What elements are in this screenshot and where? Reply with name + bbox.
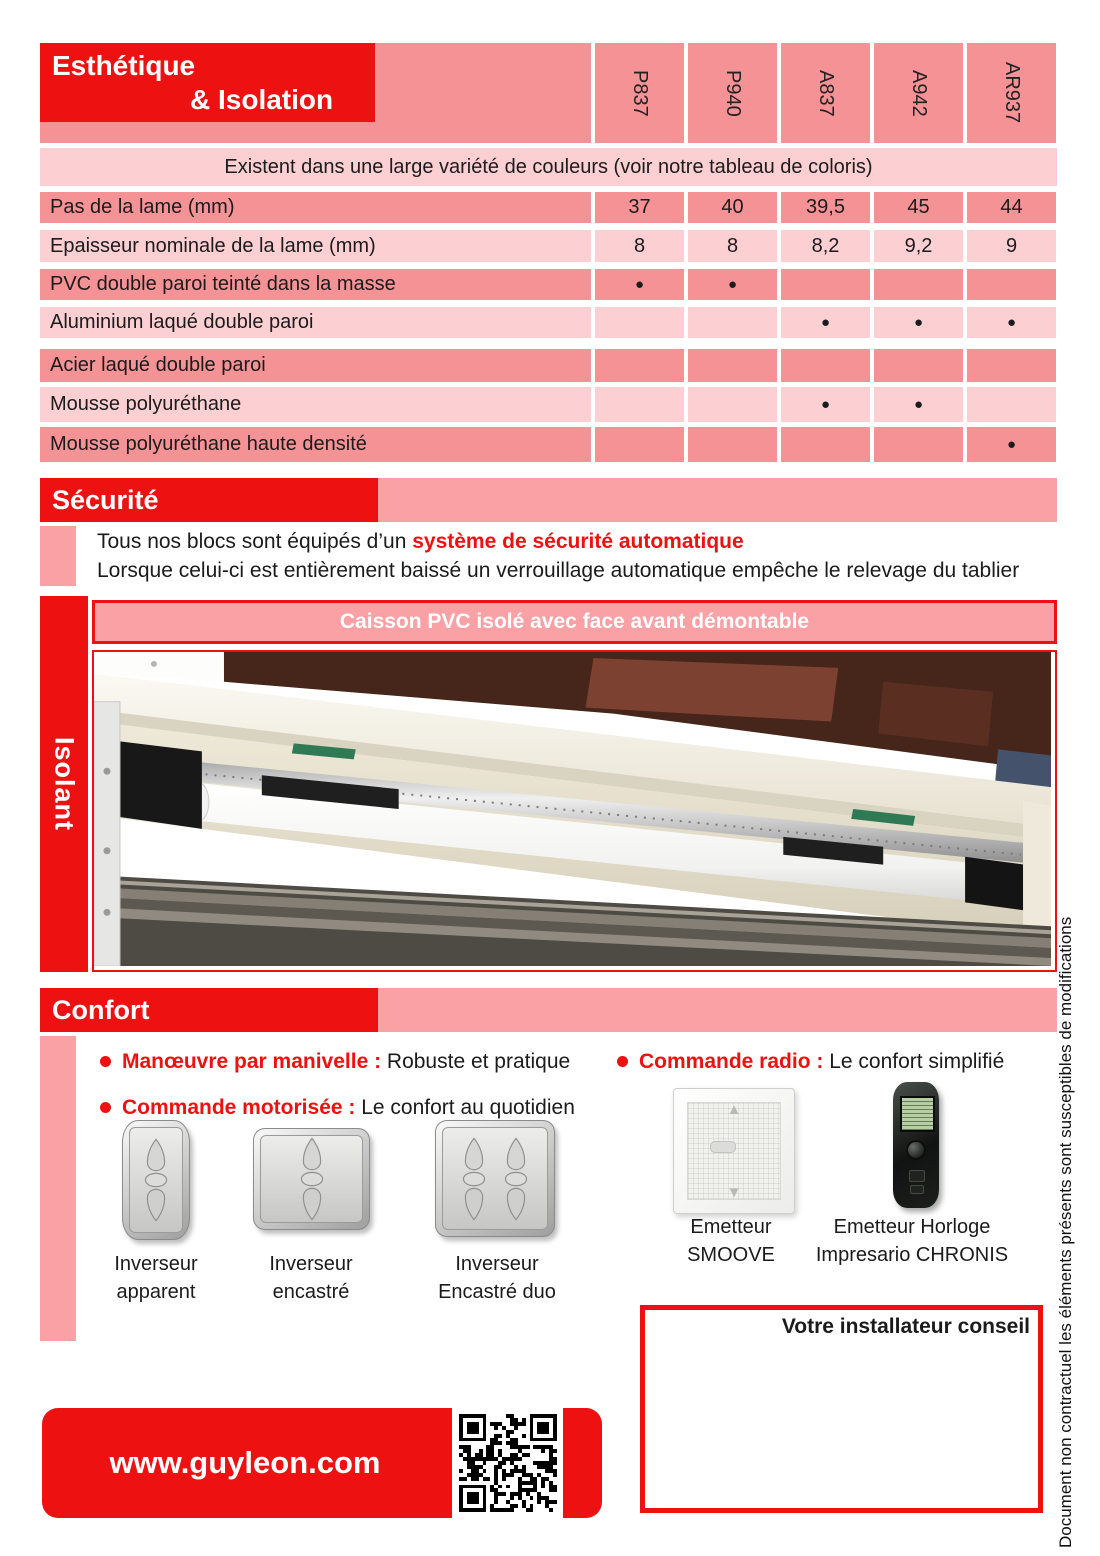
- confort-side-accent: [40, 1036, 76, 1341]
- chronis-button: [909, 1170, 925, 1182]
- row-cell: [874, 269, 963, 300]
- securite-header-extension: [378, 478, 1057, 522]
- emetteur-smoove-device: [673, 1088, 795, 1214]
- securite-side-accent: [40, 526, 76, 586]
- row-cell: ●: [874, 307, 963, 338]
- table-row: [40, 349, 1057, 382]
- bullet-motorisee-text: Le confort au quotidien: [355, 1096, 575, 1119]
- bullet-motorisee: [122, 1094, 575, 1122]
- isolant-side-banner: [40, 596, 88, 972]
- row-cell: ●: [781, 307, 870, 338]
- row-label: Aluminium laqué double paroi: [40, 307, 591, 338]
- switch-inverseur-apparent: [122, 1120, 190, 1240]
- confort-header-extension: [378, 988, 1057, 1032]
- row-cell: 9: [967, 230, 1056, 262]
- securite-header: [40, 478, 378, 522]
- row-cell: [595, 349, 684, 382]
- row-cell: [967, 387, 1056, 422]
- label-inverseur-apparent: [96, 1250, 216, 1306]
- bullet-radio-highlight: Commande radio :: [639, 1050, 824, 1073]
- page-title-line2: & Isolation: [190, 84, 334, 115]
- row-cell: [688, 387, 777, 422]
- row-cell: 9,2: [874, 230, 963, 262]
- caisson-photo-illustration: [94, 652, 1051, 966]
- table-row: [40, 307, 1057, 338]
- label-line: encastré: [272, 1281, 350, 1303]
- row-cell: 39,5: [781, 192, 870, 223]
- label-line: Encastré duo: [438, 1281, 556, 1303]
- table-row: [40, 427, 1057, 462]
- arrow-down-icon: ▼: [726, 1184, 742, 1201]
- isolant-title: Isolant: [49, 736, 80, 831]
- arrow-up-icon: ▲: [726, 1101, 742, 1118]
- confort-header: [40, 988, 378, 1032]
- row-cell: [595, 307, 684, 338]
- label-line: apparent: [116, 1281, 196, 1303]
- column-header-p837: P837: [595, 43, 684, 143]
- table-row: [40, 230, 1057, 262]
- securite-text-line2: Lorsque celui-ci est entièrement baissé un verrouillage automatique empêche le relevage du tablier: [97, 559, 1020, 582]
- column-header-p940: P940: [688, 43, 777, 143]
- page-title-line1: Esthétique: [52, 50, 196, 81]
- bullet-icon: [100, 1102, 111, 1113]
- row-cell: 8: [688, 230, 777, 262]
- table-row: [40, 192, 1057, 223]
- label-emetteur-chronis: [812, 1213, 1012, 1269]
- row-label: Mousse polyuréthane haute densité: [40, 427, 591, 462]
- row-cell: [874, 427, 963, 462]
- legal-side-note: Document non contractuel les éléments présents sont susceptibles de modifications: [1056, 916, 1075, 1548]
- installer-box-label: Votre installateur conseil: [781, 1315, 1030, 1338]
- row-cell: ●: [781, 387, 870, 422]
- row-cell: [874, 349, 963, 382]
- row-cell: [781, 349, 870, 382]
- row-label: Acier laqué double paroi: [40, 349, 591, 382]
- website-url[interactable]: www.guyleon.com: [109, 1445, 381, 1480]
- bullet-radio-text: Le confort simplifié: [823, 1050, 1005, 1073]
- caisson-photo: [92, 650, 1057, 972]
- row-cell: [688, 349, 777, 382]
- label-inverseur-encastre: [251, 1250, 371, 1306]
- bullet-radio: [639, 1048, 1004, 1076]
- bullet-icon: [617, 1056, 628, 1067]
- row-cell: [967, 349, 1056, 382]
- confort-title: Confort: [52, 994, 150, 1025]
- securite-title: Sécurité: [52, 484, 159, 515]
- table-row: [40, 387, 1057, 422]
- bullet-icon: [100, 1056, 111, 1067]
- chronis-screen: [900, 1096, 935, 1132]
- row-label: Epaisseur nominale de la lame (mm): [40, 230, 591, 262]
- row-cell: 45: [874, 192, 963, 223]
- row-cell: [781, 269, 870, 300]
- row-label: Pas de la lame (mm): [40, 192, 591, 223]
- installer-box: [640, 1305, 1043, 1513]
- label-line: Inverseur: [455, 1253, 539, 1275]
- color-banner-row: Existent dans une large variété de couleurs (voir notre tableau de coloris): [40, 148, 1057, 186]
- label-line: Inverseur: [269, 1253, 353, 1275]
- label-emetteur-smoove: [671, 1213, 791, 1269]
- bullet-motorisee-highlight: Commande motorisée :: [122, 1096, 356, 1119]
- bullet-manivelle-highlight: Manœuvre par manivelle :: [122, 1050, 382, 1073]
- row-cell: [595, 387, 684, 422]
- row-cell: [688, 307, 777, 338]
- row-cell: ●: [874, 387, 963, 422]
- label-line: Impresario CHRONIS: [815, 1244, 1009, 1266]
- page-title: [40, 43, 375, 122]
- row-cell: 44: [967, 192, 1056, 223]
- row-cell: [688, 427, 777, 462]
- table-row: [40, 269, 1057, 300]
- row-cell: ●: [688, 269, 777, 300]
- row-cell: [595, 427, 684, 462]
- row-label: PVC double paroi teinté dans la masse: [40, 269, 591, 300]
- row-label: Mousse polyuréthane: [40, 387, 591, 422]
- column-header-ar937: AR937: [967, 43, 1056, 143]
- caisson-caption: Caisson PVC isolé avec face avant démontable: [92, 600, 1057, 644]
- chronis-button: [910, 1185, 924, 1194]
- label-inverseur-encastre-duo: [430, 1250, 564, 1306]
- securite-text-prefix: Tous nos blocs sont équipés d’un: [97, 530, 413, 553]
- row-cell: ●: [967, 307, 1056, 338]
- row-cell: 37: [595, 192, 684, 223]
- emetteur-chronis-device: [893, 1082, 939, 1208]
- label-line: Emetteur Horloge: [833, 1216, 991, 1238]
- row-cell: 40: [688, 192, 777, 223]
- column-header-a942: A942: [874, 43, 963, 143]
- column-header-a837: A837: [781, 43, 870, 143]
- chronis-dial: [906, 1140, 926, 1160]
- row-cell: ●: [595, 269, 684, 300]
- securite-text-highlight: système de sécurité automatique: [412, 530, 744, 553]
- label-line: SMOOVE: [687, 1244, 775, 1266]
- bullet-manivelle: [122, 1048, 570, 1076]
- bullet-manivelle-text: Robuste et pratique: [381, 1050, 571, 1073]
- label-line: Inverseur: [114, 1253, 198, 1275]
- row-cell: 8: [595, 230, 684, 262]
- qr-code: [459, 1414, 557, 1512]
- row-cell: [967, 269, 1056, 300]
- row-cell: [781, 427, 870, 462]
- row-cell: ●: [967, 427, 1056, 462]
- row-cell: 8,2: [781, 230, 870, 262]
- securite-text-line1: [97, 528, 744, 556]
- my-button: [710, 1141, 736, 1153]
- switch-inverseur-encastre: [253, 1128, 370, 1230]
- qr-code-background: [452, 1408, 563, 1518]
- spec-table: [40, 43, 1057, 462]
- label-line: Emetteur: [690, 1216, 772, 1238]
- switch-inverseur-encastre-duo: [435, 1120, 555, 1237]
